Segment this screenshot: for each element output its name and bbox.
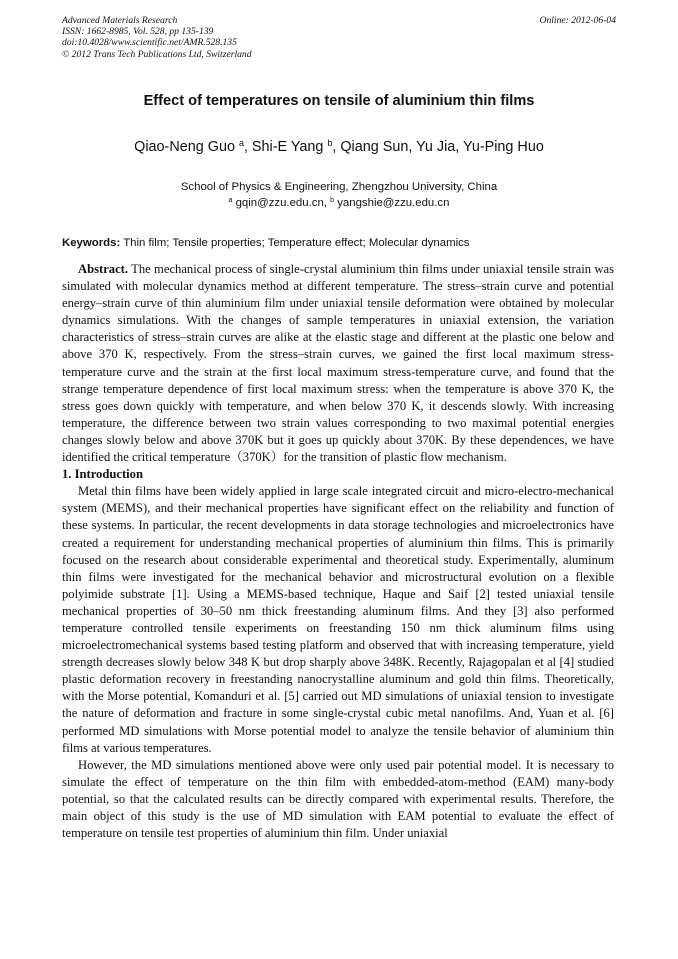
online-date: Online: 2012-06-04 xyxy=(539,15,616,26)
author-affiliation-mark: b xyxy=(327,138,333,149)
author-name: Shi-E Yang xyxy=(251,139,324,155)
author-emails xyxy=(0,196,678,211)
journal-issn: ISSN: 1662-8985, Vol. 528, pp 135-139 xyxy=(62,26,214,38)
abstract-text: The mechanical process of single-crystal aluminium thin films under uniaxial tensile strain was simulated with molecular dynamics method at different temperature. The stress–strain curve and potential energy–strain curve of thin aluminium film under uniaxial tensile deformation were obtained by molecular dynamics simulations. With the changes of sample temperatures in uniaxial extension, the variation characteristics of stress–strain curves are alike at the elastic stage and different at the plastic one below and above 370 K, respectively. From the stress–strain curves, we gained the first local maximum stress-temperature curve and the strain at the first local maximum stress-temperature curve, and found that the strange temperature dependence of first local maximum stress: when the temperature is above 370 K, the stress goes down quickly with temperature, and when below 370 K, it descends slowly. With increasing temperature, the difference between two strain values corresponding to two maximal potential energies changes slowly below and above 370K but it goes up quickly about 370K. By these dependences, we have identified the critical temperature（370K）for the transition of plastic flow mechanism. xyxy=(62,262,614,465)
journal-name: Advanced Materials Research xyxy=(62,15,178,26)
paragraph: Metal thin films have been widely applied in large scale integrated circuit and micro-electro-mechanical system (MEMS), and their mechanical properties have significant effect on the reliability and function of these systems. In particular, the recent developments in data storage technologies and microelectronics have created a requirement for understanding mechanical properties of aluminium thin films. This is primarily focused on the research about considerable experimental and theoretical study. Experimentally, aluminum thin films were investigated for the mechanical behavior and microstructural evolution on a flexible polyimide substrate [1]. Using a MEMS-based technique, Haque and Saif [2] tested uniaxial tensile mechanical properties of 30–50 nm thick freestanding aluminum films. And they [3] also performed temperature controlled tensile experiments on freestanding 150 nm thick aluminum films using microelectromechanical systems based testing platform and observed that with increasing temperature, yield strength decreases slowly below 348 K but drop sharply above 348K. Recently, Rajagopalan et al [4] studied plastic deformation recovery in freestanding nanocrystalline aluminum and gold thin films. Theoretically, with the Morse potential, Komanduri et al. [5] carried out MD simulations of uniaxial tension to investigate the nature of deformation and fracture in some single-crystal cubic metal nanofilms. And, Yuan et al. [6] performed MD simulations with Morse potential model to analyze the tensile behavior of aluminium thin films at various temperatures. xyxy=(62,484,614,755)
paragraph: However, the MD simulations mentioned above were only used pair potential model. It is necessary to simulate the effect of temperature on the thin film with embedded-atom-method (EAM) many-body potential, so that the calculated results can be directly compared with experimental results. Therefore, the main object of this study is the use of MD simulation with EAM potential to evaluate the effect of temperature on tensile test properties of aluminium thin film. Under uniaxial xyxy=(62,757,614,841)
journal-doi: doi:10.4028/www.scientific.net/AMR.528.135 xyxy=(62,37,237,49)
keywords xyxy=(62,236,616,251)
abstract-label: Abstract. xyxy=(78,262,129,276)
affiliation: School of Physics & Engineering, Zhengzhou University, China xyxy=(180,181,498,193)
email-mark: a xyxy=(228,197,233,205)
abstract xyxy=(62,261,614,466)
keywords-label: Keywords: xyxy=(62,237,121,249)
keywords-text: Thin film; Tensile properties; Temperature effect; Molecular dynamics xyxy=(120,237,470,249)
email-address: gqin@zzu.edu.cn, xyxy=(232,197,331,209)
journal-copyright: © 2012 Trans Tech Publications Ltd, Switzerland xyxy=(62,48,252,60)
email-address: yangshie@zzu.edu.cn xyxy=(334,197,450,209)
paper-body xyxy=(62,261,614,842)
email-mark: b xyxy=(330,197,335,205)
author-affiliation-mark: a xyxy=(238,138,244,149)
author-name: Qiao-Neng Guo xyxy=(134,139,235,155)
paper-title: Effect of temperatures on tensile of aluminium thin films xyxy=(143,93,535,109)
journal-header xyxy=(62,15,616,60)
author-separator: , xyxy=(243,139,252,155)
author-names-rest: , Qiang Sun, Yu Jia, Yu-Ping Huo xyxy=(332,139,544,155)
section-heading: 1. Introduction xyxy=(62,467,143,482)
author-list xyxy=(0,138,678,156)
